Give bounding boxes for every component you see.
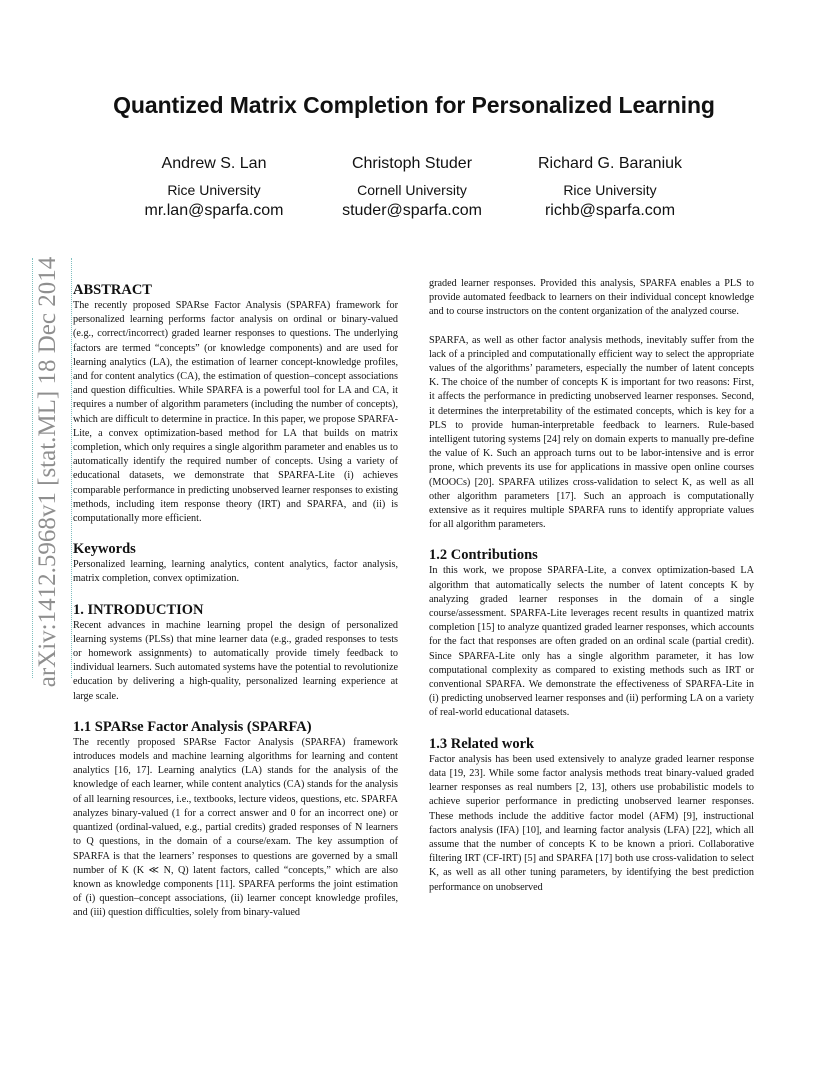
abstract-text: The recently proposed SPARse Factor Analysis (SPARFA) framework for personalized learning performs factor analysis on ordinal or binary-valued (e.g., correct/incorrect) graded learner responses to questions. The underlying factors are termed “concepts” (or knowledge components) and are used for learning analytics (LA), the estimation of learner concept-knowledge profiles, and for content analytics (CA), the estimation of question–concept associations and question difficulties. While SPARFA is a powerful tool for LA and CA, it requires a number of algorithm parameters (including the number of concepts), which are difficult to determine in practice. In this paper, we propose SPARFA-Lite, a convex optimization-based method for LA that builds on matrix completion, which only requires a single algorithm parameter and enables us to automatically identify the required number of concepts. Using a variety of educational datasets, we demonstrate that SPARFA-Lite (i) achieves comparable performance in predicting unobserved learner responses to existing methods, including item response theory (IRT) and SPARFA, and (ii) is computationally more efficient. <box>73 300 398 525</box>
abstract-heading: ABSTRACT <box>73 282 152 298</box>
author-email: richb@sparfa.com <box>544 202 676 219</box>
section-1-2-text: In this work, we propose SPARFA-Lite, a convex optimization-based LA algorithm that automatically selects the number of latent concepts K by analyzing graded learner responses in the domain of a single course/assessment. SPARFA-Lite leverages recent results in quantized matrix completion [15] to analyze quantized graded learner responses, which accounts for the fact that responses are often graded on an ordinal scale (partial credit). Since SPARFA-Lite only has a single algorithm parameter, it has low computational complexity as compared to existing methods such as IRT or conventional SPARFA. We demonstrate the effectiveness of SPARFA-Lite in (i) predicting unobserved learner responses and (ii) performing LA on a variety of real-world educational datasets. <box>429 565 754 719</box>
section-1-3-heading: 1.3 Related work <box>429 735 535 752</box>
introduction-heading: 1. INTRODUCTION <box>73 601 204 618</box>
author-name: Richard G. Baraniuk <box>537 155 683 172</box>
left-column <box>73 281 398 921</box>
right-column <box>429 277 754 895</box>
paper-title: Quantized Matrix Completion for Personalized Learning <box>113 92 715 118</box>
paragraph-continued: graded learner responses. Provided this analysis, SPARFA enables a PLS to provide automated feedback to learners on their individual concept knowledge and to course instructors on the content organization of the analyzed course. <box>429 278 754 318</box>
author-name: Christoph Studer <box>351 155 473 172</box>
keywords-text: Personalized learning, learning analytics, content analytics, factor analysis, matrix completion, convex optimization. <box>73 559 398 585</box>
section-1-2-heading: 1.2 Contributions <box>429 547 538 564</box>
introduction-text: Recent advances in machine learning propel the design of personalized learning systems (PLSs) that mine learner data (e.g., graded responses to tests or homework assignments) to automatically provide timely feedback to individual learners. Such automated systems have the potential to revolutionize education by delivering a high-quality, personalized learning experience at large scale. <box>73 619 398 702</box>
author-affiliation: Rice University <box>167 182 261 198</box>
author-name: Andrew S. Lan <box>161 155 267 172</box>
author-email: mr.lan@sparfa.com <box>144 202 284 219</box>
author-1 <box>99 155 329 220</box>
arxiv-stamp-text: arXiv:1412.5968v1 [stat.ML] 18 Dec 2014 <box>34 256 61 688</box>
section-1-3-text: Factor analysis has been used extensively to analyze graded learner response data [19, 23]. While some factor analysis methods treat binary-valued graded learner responses as real numbers [2, 13], others use probabilistic models to achieve superior performance in predicting unobserved learner responses. These methods include the additive factor model (AFM) [9], instructional factors analysis (IFA) [10], and learning factor analysis (LFA) [22], which all assume that the number of concepts K to be known a priori. Collaborative filtering IRT (CF-IRT) [5] and SPARFA [17] both use cross-validation to select K, as well as all other tuning parameters, by identifying the best prediction performance on unobserved <box>429 753 754 893</box>
author-3 <box>495 155 725 220</box>
author-email: studer@sparfa.com <box>342 202 482 219</box>
author-affiliation: Rice University <box>563 182 657 198</box>
keywords-heading: Keywords <box>73 541 136 558</box>
paragraph-parameters: SPARFA, as well as other factor analysis methods, inevitably suffer from the lack of a principled and computationally efficient way to select the appropriate values of the algorithms’ parameters, especially the number of latent concepts K. The choice of the number of concepts K is important for two reasons: First, it affects the performance in predicting unobserved learner responses. Second, it determines the interpretability of the estimated concepts, which is key for a PLS to provide human-interpretable feedback to learners. Rule-based intelligent tutoring systems [24] rely on domain experts to manually pre-define the value of K. Such an approach turns out to be labor-intensive and is error prone, which prevents its use for applications in massive open online courses (MOOCs) [20]. SPARFA utilizes cross-validation to select K, as well as all other algorithm parameters [17]. Such an approach is computationally extensive as it requires multiple SPARFA runs to identify appropriate values for all algorithm parameters. <box>429 334 754 531</box>
section-1-1-heading: 1.1 SPARse Factor Analysis (SPARFA) <box>73 718 312 735</box>
author-affiliation: Cornell University <box>357 182 467 198</box>
author-2 <box>297 155 527 220</box>
arxiv-stamp <box>28 256 61 688</box>
section-1-1-text: The recently proposed SPARse Factor Analysis (SPARFA) framework introduces models and machine learning algorithms for learning and content analytics [16, 17]. Learning analytics (LA) stands for the analysis of the knowledge of each learner, while content analytics (CA) stands for the analysis of all learning resources, i.e., textbooks, lecture videos, questions, etc. SPARFA analyzes binary-valued (1 for a correct answer and 0 for an incorrect one) or quantized (ordinal-valued, e.g., partial credits) graded responses of N learners to Q questions, in the domain of a course/exam. The key assumption of SPARFA is that the learners’ responses to questions are governed by a small number of K (K ≪ N, Q) latent factors, called “concepts,” which are also known as knowledge components [11]. SPARFA performs the joint estimation of (i) question–concept associations, (ii) learner concept knowledge profiles, and (iii) question difficulties, solely from binary-valued <box>73 736 398 919</box>
